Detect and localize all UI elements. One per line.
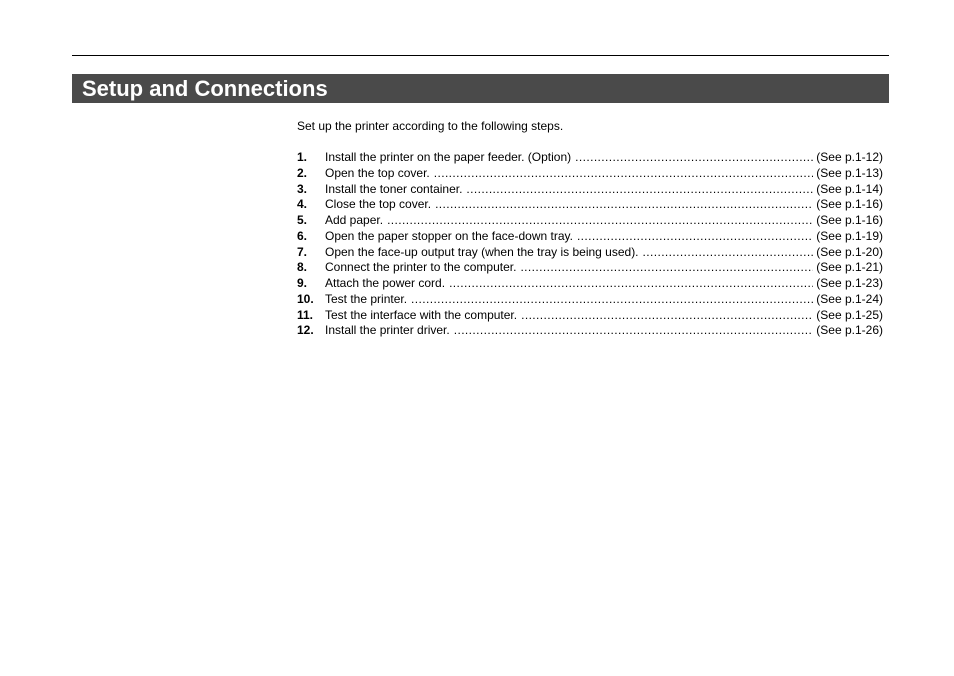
step-text: Attach the power cord.: [325, 276, 446, 290]
page-reference-link[interactable]: (See p.1-16): [816, 197, 883, 212]
page-reference-link[interactable]: (See p.1-20): [816, 244, 883, 259]
step-text: Install the printer driver.: [325, 323, 450, 338]
step-number: 1.: [297, 150, 308, 164]
step-12: [297, 323, 883, 339]
dot-leader: [466, 182, 813, 198]
step-text: Close the top cover.: [325, 197, 432, 212]
dot-leader: [643, 245, 814, 261]
page-reference-link[interactable]: (See p.1-13): [816, 165, 883, 180]
page-reference-link[interactable]: (See p.1-19): [816, 228, 883, 243]
step-5: [297, 213, 883, 229]
step-11: [297, 308, 883, 324]
step-number: 3.: [297, 181, 308, 196]
dot-leader: [454, 323, 814, 339]
section-title-bar: [72, 74, 889, 103]
dot-leader: [521, 308, 813, 324]
page-title: Setup and Connections: [82, 76, 328, 101]
dot-leader: [575, 150, 813, 166]
page-reference-link[interactable]: (See p.1-25): [816, 307, 883, 322]
step-text: Add paper.: [325, 213, 384, 227]
step-number: 9.: [297, 276, 308, 290]
page-reference-link[interactable]: (See p.1-23): [816, 276, 883, 290]
dot-leader: [449, 276, 813, 292]
step-10: [297, 292, 883, 308]
intro-text: Set up the printer according to the following steps.: [297, 119, 564, 133]
step-3: [297, 182, 883, 198]
step-8: [297, 260, 883, 276]
dot-leader: [520, 260, 813, 276]
step-text: Test the interface with the computer.: [325, 307, 518, 322]
step-4: [297, 197, 883, 213]
step-text: Open the paper stopper on the face-down tray.: [325, 228, 573, 243]
step-text: Test the printer.: [325, 291, 408, 306]
step-7: [297, 245, 883, 261]
step-number: 5.: [297, 213, 308, 227]
step-text: Open the top cover.: [325, 165, 430, 180]
dot-leader: [435, 197, 813, 213]
page-reference-link[interactable]: (See p.1-26): [816, 323, 883, 338]
step-6: [297, 229, 883, 245]
step-text: Install the printer on the paper feeder. (Option): [325, 150, 572, 164]
step-2: [297, 166, 883, 182]
step-number: 4.: [297, 197, 308, 212]
step-text: Install the toner container.: [325, 181, 463, 196]
step-number: 12.: [297, 323, 314, 338]
page-reference-link[interactable]: (See p.1-16): [816, 213, 883, 227]
dot-leader: [411, 292, 813, 308]
steps-list: [297, 150, 883, 339]
dot-leader: [577, 229, 813, 245]
dot-leader: [434, 166, 814, 182]
step-number: 11.: [297, 307, 314, 322]
page-reference-link[interactable]: (See p.1-21): [816, 260, 883, 275]
step-9: [297, 276, 883, 292]
step-number: 6.: [297, 228, 308, 243]
step-text: Open the face-up output tray (when the tray is being used).: [325, 244, 639, 259]
dot-leader: [387, 213, 813, 229]
page-reference-link[interactable]: (See p.1-12): [816, 150, 883, 164]
page-reference-link[interactable]: (See p.1-14): [816, 181, 883, 196]
step-number: 2.: [297, 165, 308, 180]
step-number: 8.: [297, 260, 308, 275]
step-text: Connect the printer to the computer.: [325, 260, 517, 275]
page-reference-link[interactable]: (See p.1-24): [816, 291, 883, 306]
top-divider: [72, 55, 889, 56]
step-1: [297, 150, 883, 166]
step-number: 10.: [297, 291, 314, 306]
step-number: 7.: [297, 244, 308, 259]
